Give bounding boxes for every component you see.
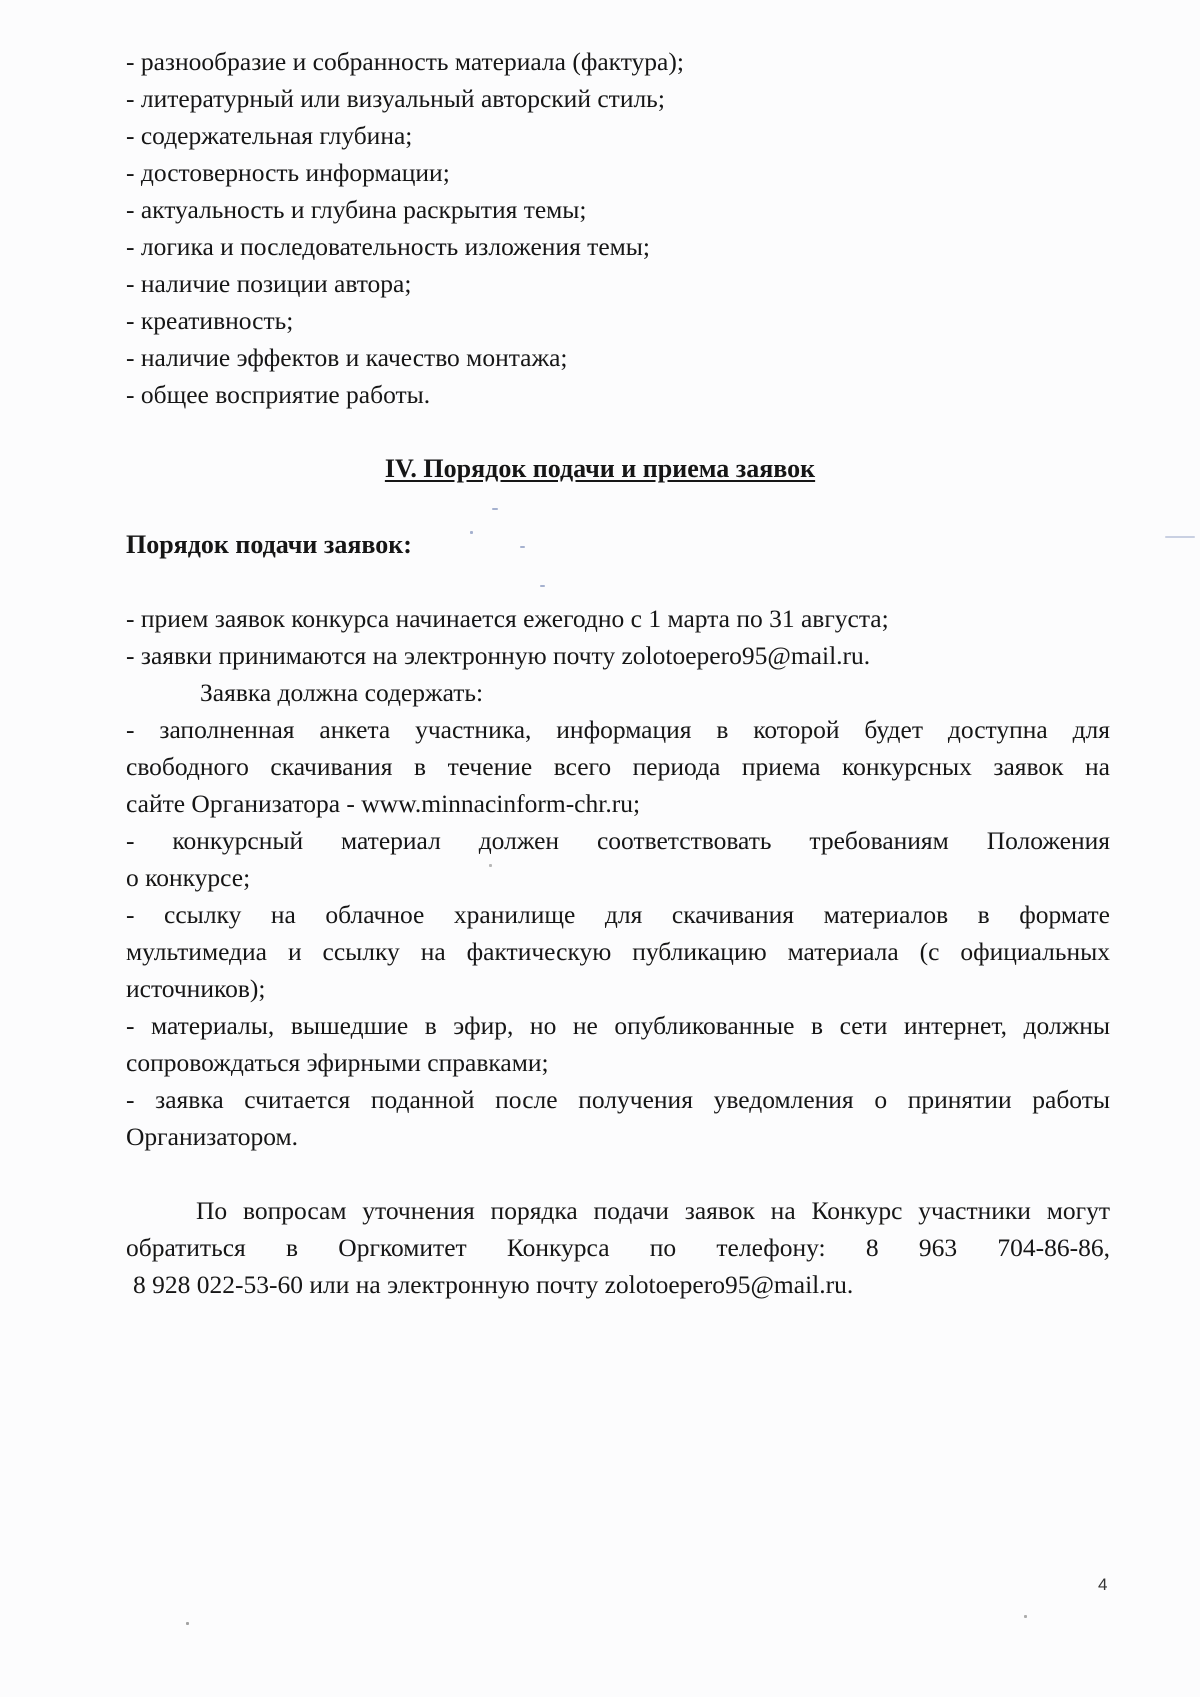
application-item-line: - заявка считается поданной после получения уведомления о принятии работы bbox=[126, 1085, 1110, 1114]
criteria-item: - актуальность и глубина раскрытия темы; bbox=[126, 195, 587, 224]
application-intro: Заявка должна содержать: bbox=[200, 678, 484, 707]
application-item-line: - конкурсный материал должен соответствовать требованиям Положения bbox=[126, 826, 1110, 855]
submission-heading: Порядок подачи заявок: bbox=[126, 530, 412, 559]
contact-paragraph-line: обратиться в Оргкомитет Конкурса по телефону: 8 963 704-86-86, bbox=[126, 1233, 1110, 1262]
criteria-item: - логика и последовательность изложения темы; bbox=[126, 232, 650, 261]
criteria-item: - содержательная глубина; bbox=[126, 121, 413, 150]
submission-rule: - прием заявок конкурса начинается ежегодно с 1 марта по 31 августа; bbox=[126, 604, 889, 633]
scan-speck bbox=[470, 531, 473, 534]
scan-speck bbox=[186, 1622, 189, 1625]
scan-speck bbox=[489, 864, 492, 867]
scan-speck bbox=[540, 585, 545, 587]
application-item-line: сайте Организатора - www.minnacinform-chr.ru; bbox=[126, 789, 641, 818]
page-number: 4 bbox=[1098, 1575, 1108, 1594]
criteria-item: - литературный или визуальный авторский стиль; bbox=[126, 84, 665, 113]
scan-speck bbox=[1165, 536, 1195, 538]
application-item-line: Организатором. bbox=[126, 1122, 299, 1151]
submission-rule: - заявки принимаются на электронную почту zolotoepero95@mail.ru. bbox=[126, 641, 871, 670]
application-item-line: источников); bbox=[126, 974, 266, 1003]
application-item-line: мультимедиа и ссылку на фактическую публикацию материала (с официальных bbox=[126, 937, 1110, 966]
section-heading: IV. Порядок подачи и приема заявок bbox=[384, 454, 816, 483]
application-item-line: - ссылку на облачное хранилище для скачивания материалов в формате bbox=[126, 900, 1110, 929]
criteria-item: - достоверность информации; bbox=[126, 158, 450, 187]
criteria-item: - общее восприятие работы. bbox=[126, 380, 431, 409]
scan-speck bbox=[1024, 1615, 1027, 1618]
criteria-item: - разнообразие и собранность материала (фактура); bbox=[126, 47, 684, 76]
application-item-line: о конкурсе; bbox=[126, 863, 251, 892]
contact-paragraph-line: По вопросам уточнения порядка подачи заявок на Конкурс участники могут bbox=[196, 1196, 1110, 1225]
application-item-line: - заполненная анкета участника, информация в которой будет доступна для bbox=[126, 715, 1110, 744]
application-item-line: - материалы, вышедшие в эфир, но не опубликованные в сети интернет, должны bbox=[126, 1011, 1110, 1040]
criteria-item: - наличие эффектов и качество монтажа; bbox=[126, 343, 568, 372]
scan-speck bbox=[520, 546, 525, 548]
scan-speck bbox=[492, 508, 498, 510]
application-item-line: сопровождаться эфирными справками; bbox=[126, 1048, 549, 1077]
criteria-item: - наличие позиции автора; bbox=[126, 269, 412, 298]
contact-paragraph-line: 8 928 022-53-60 или на электронную почту zolotoepero95@mail.ru. bbox=[133, 1270, 854, 1299]
application-item-line: свободного скачивания в течение всего периода приема конкурсных заявок на bbox=[126, 752, 1110, 781]
criteria-item: - креативность; bbox=[126, 306, 294, 335]
